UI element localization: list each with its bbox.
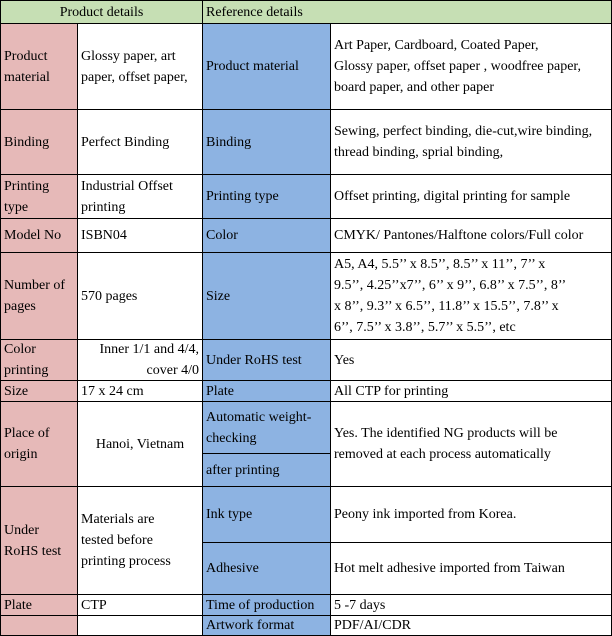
reference-label: Color (203, 219, 331, 253)
reference-label: Product material (203, 24, 331, 110)
product-value: 570 pages (78, 253, 203, 340)
reference-value: CMYK/ Pantones/Halftone colors/Full color (331, 219, 612, 253)
header-reference-details (203, 0, 612, 24)
reference-value: Yes. The identified NG products will be removed at each process automatically (331, 402, 612, 487)
header-product-text: Product details (59, 4, 144, 20)
product-value: Glossy paper, art paper, offset paper, (78, 24, 203, 110)
header-product-details (0, 0, 203, 24)
reference-value: Sewing, perfect binding, die-cut,wire binding, thread binding, sprial binding, (331, 110, 612, 175)
product-value: Perfect Binding (78, 110, 203, 175)
product-value (78, 616, 203, 636)
reference-value: Offset printing, digital printing for sample (331, 175, 612, 219)
product-label: Binding (0, 110, 78, 175)
reference-value: 5 -7 days (331, 595, 612, 616)
reference-value: Hot melt adhesive imported from Taiwan (331, 543, 612, 595)
product-label: Place of origin (0, 402, 78, 487)
reference-value: Yes (331, 340, 612, 381)
reference-label: Plate (203, 381, 331, 402)
reference-label: Automatic weight- checking (203, 402, 331, 454)
header-reference-text: Reference details (206, 4, 303, 20)
product-label: Plate (0, 595, 78, 616)
reference-value: Peony ink imported from Korea. (331, 487, 612, 543)
reference-label: Ink type (203, 487, 331, 543)
product-label: Under RoHS test (0, 487, 78, 595)
product-label (0, 616, 78, 636)
product-value: Hanoi, Vietnam (78, 402, 203, 487)
product-label: Model No (0, 219, 78, 253)
reference-value: PDF/AI/CDR (331, 616, 612, 636)
reference-label: Adhesive (203, 543, 331, 595)
reference-label: Binding (203, 110, 331, 175)
reference-value: A5, A4, 5.5’’ x 8.5’’, 8.5’’ x 11’’, 7’’ x 9.5’’, 4.25’’x7’’, 6’’ x 9’’, 6.8’’ x 7.5’’, 8’’ x 8’’, 9.3’’ x 6.5’’, 11.8’’ x 15.5’’, 7.8’’ x 6’’, 7.5’’ x 3.8’’, 5.7’’ x 5.5’’, etc (331, 253, 612, 340)
product-label: Product material (0, 24, 78, 110)
product-value: Materials are tested before printing process (78, 487, 203, 595)
product-label: Size (0, 381, 78, 402)
product-value: CTP (78, 595, 203, 616)
reference-label: Time of production (203, 595, 331, 616)
reference-value: All CTP for printing (331, 381, 612, 402)
product-label: Printing type (0, 175, 78, 219)
reference-value: Art Paper, Cardboard, Coated Paper, Glossy paper, offset paper , woodfree paper, board paper, and other paper (331, 24, 612, 110)
reference-label: Size (203, 253, 331, 340)
product-value: ISBN04 (78, 219, 203, 253)
reference-label: Artwork format (203, 616, 331, 636)
product-value: 17 x 24 cm (78, 381, 203, 402)
reference-label: Printing type (203, 175, 331, 219)
reference-label: Under RoHS test (203, 340, 331, 381)
product-value: Industrial Offset printing (78, 175, 203, 219)
product-label: Color printing (0, 340, 78, 381)
reference-label: after printing (203, 454, 331, 487)
product-value: Inner 1/1 and 4/4, cover 4/0 (78, 340, 203, 381)
product-label: Number of pages (0, 253, 78, 340)
